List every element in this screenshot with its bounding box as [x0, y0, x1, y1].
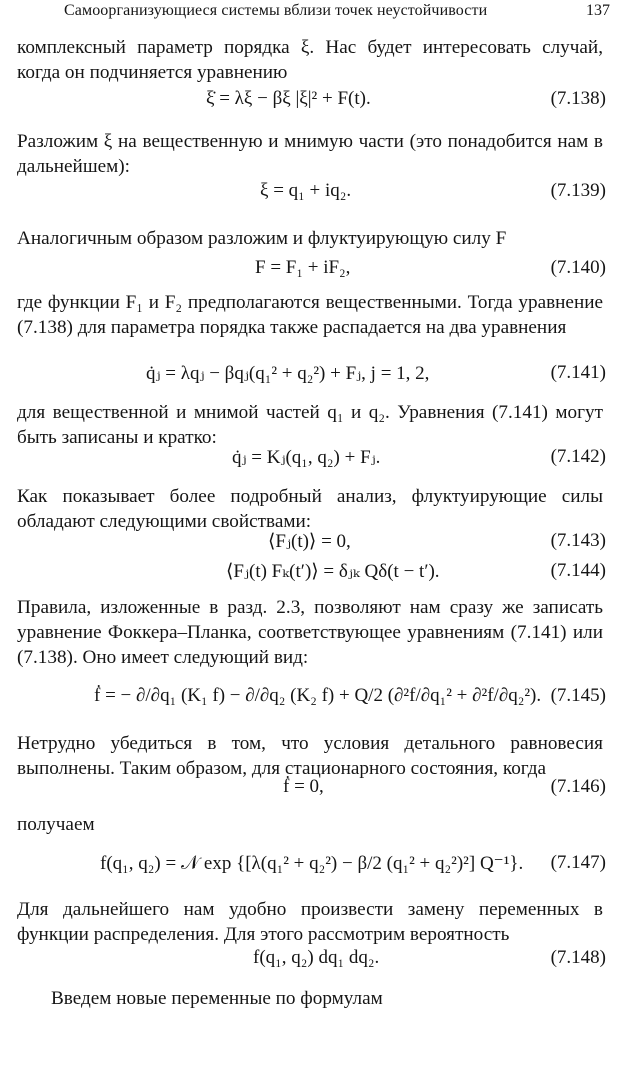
equation-number: (7.141) [550, 362, 606, 383]
equation-body: q̇ⱼ = λqⱼ − βqⱼ(q₁² + q₂²) + Fⱼ, j = 1, 2, [146, 363, 430, 384]
paragraph-5: для вещественной и мнимой частей q₁ и q₂. Уравнения (7.141) могут быть записаны и кратко: [17, 402, 603, 448]
equation-body: ḟ = 0, [283, 776, 324, 797]
equation-number: (7.146) [550, 776, 606, 797]
paragraph-1: комплексный параметр порядка ξ. Нас будет интересовать случай, когда он подчиняется уравнению [17, 37, 603, 83]
equation-number: (7.140) [550, 257, 606, 278]
paragraph-4: где функции F₁ и F₂ предполагаются вещественными. Тогда уравнение (7.138) для параметра порядка также распадается на два уравнения [17, 292, 603, 338]
equation-body: f(q₁, q₂) = 𝒩 exp {[λ(q₁² + q₂²) − β/2 (q₁² + q₂²)²] Q⁻¹}. [100, 853, 524, 874]
equation-body: f(q₁, q₂) dq₁ dq₂. [253, 947, 380, 968]
equation-body: ⟨Fⱼ(t)⟩ = 0, [268, 531, 351, 552]
equation-7-144 [0, 560, 620, 588]
equation-7-142 [0, 446, 620, 474]
page-number: 137 [586, 2, 610, 19]
equation-7-139 [0, 180, 620, 208]
equation-number: (7.143) [550, 530, 606, 551]
running-header [0, 0, 620, 26]
equation-number: (7.147) [550, 852, 606, 873]
equation-number: (7.145) [550, 685, 606, 706]
equation-7-140 [0, 257, 620, 285]
running-title: Самоорганизующиеся системы вблизи точек неустойчивости [64, 2, 488, 19]
equation-7-145 [0, 667, 620, 731]
equation-number: (7.148) [550, 947, 606, 968]
equation-7-141 [0, 362, 620, 390]
paragraph-10: Для дальнейшего нам удобно произвести замену переменных в функции распределения. Для этого рассмотрим вероятность [17, 899, 603, 945]
equation-number: (7.142) [550, 446, 606, 467]
equation-number: (7.139) [550, 180, 606, 201]
equation-body: ḟ = − ∂/∂q₁ (K₁ f) − ∂/∂q₂ (K₂ f) + Q/2 (∂²f/∂q₁² + ∂²f/∂q₂²). [94, 685, 542, 706]
equation-7-146 [0, 776, 620, 804]
paragraph-7: Правила, изложенные в разд. 2.3, позволяют нам сразу же записать уравнение Фоккера–Планка, соответствующее уравнениям (7.141) или (7.138). Оно имеет следующий вид: [17, 597, 603, 668]
equation-7-147 [0, 838, 620, 894]
equation-7-148 [0, 947, 620, 975]
equation-body: q̇ⱼ = Kⱼ(q₁, q₂) + Fⱼ. [232, 447, 381, 468]
equation-body: ξ = q₁ + iq₂. [260, 180, 352, 201]
paragraph-6: Как показывает более подробный анализ, флуктуирующие силы обладают следующими свойствами: [17, 486, 603, 532]
equation-body: ⟨Fⱼ(t) Fₖ(t′)⟩ = δⱼₖ Qδ(t − t′). [226, 561, 440, 582]
equation-7-138 [0, 88, 620, 116]
equation-body: ξ̇ = λξ − βξ |ξ|² + F(t). [206, 88, 371, 109]
paragraph-11: Введем новые переменные по формулам [51, 988, 383, 1009]
paragraph-8: Нетрудно убедиться в том, что условия детального равновесия выполнены. Таким образом, для стационарного состояния, когда [17, 733, 603, 779]
equation-number: (7.144) [550, 560, 606, 581]
paragraph-3: Аналогичным образом разложим и флуктуирующую силу F [17, 228, 507, 249]
equation-body: F = F₁ + iF₂, [255, 257, 351, 278]
paragraph-2: Разложим ξ на вещественную и мнимую части (это понадобится нам в дальнейшем): [17, 131, 603, 177]
equation-number: (7.138) [550, 88, 606, 109]
equation-7-143 [0, 530, 620, 558]
paragraph-9: получаем [17, 814, 95, 835]
